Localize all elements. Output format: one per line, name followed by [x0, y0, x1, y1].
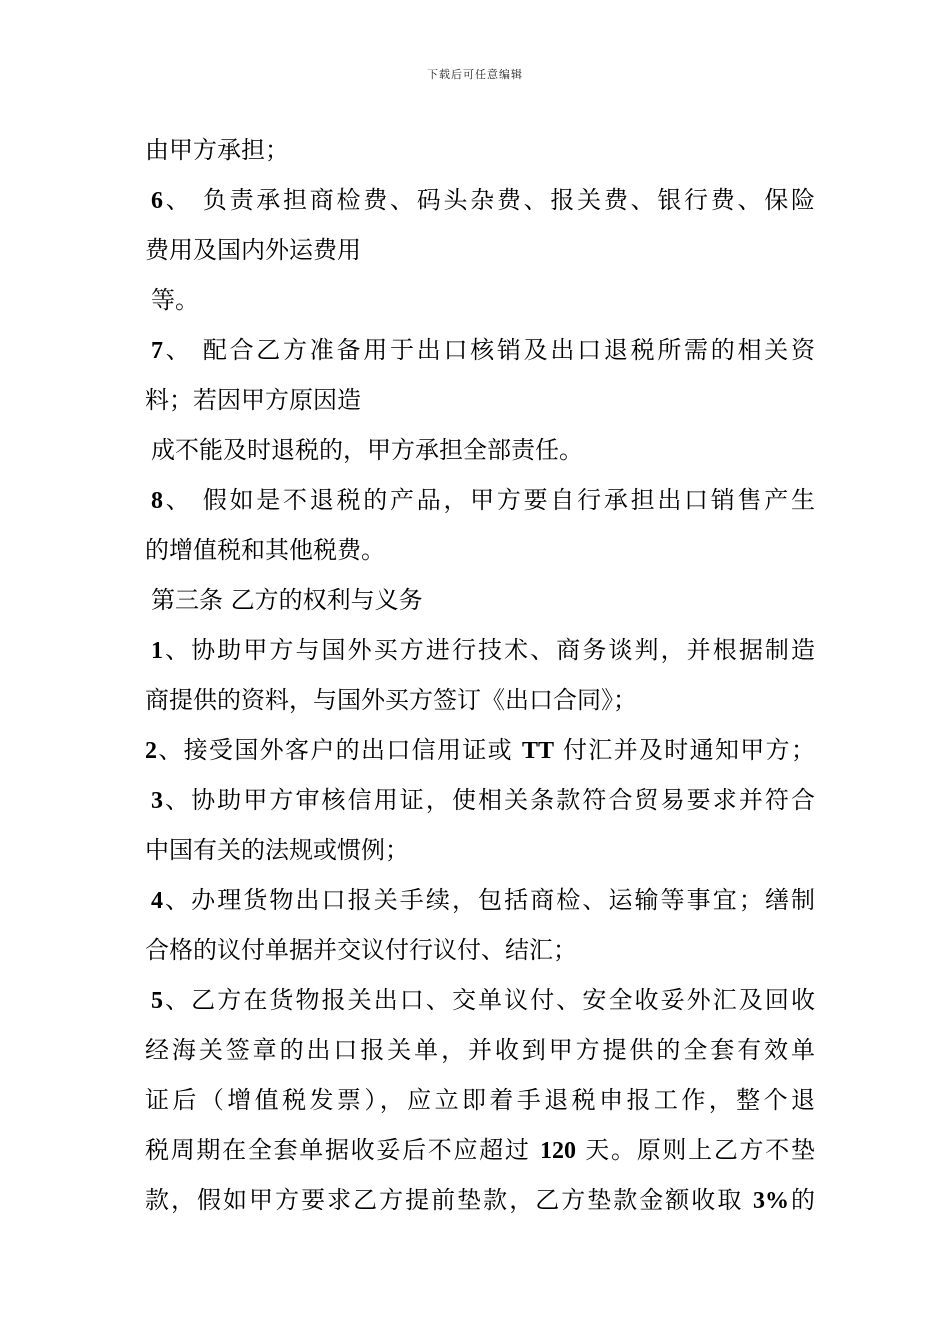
line-text: 合格的议付单据并交议付行议付、结汇；: [145, 936, 577, 964]
line-text: 证后（增值税发票），应立即着手退税申报工作，整个退: [145, 1086, 815, 1114]
text-line: [145, 480, 815, 530]
text-line: [145, 1180, 815, 1230]
line-text: 费用及国内外运费用: [145, 236, 361, 264]
line-text: 经海关签章的出口报关单，并收到甲方提供的全套有效单: [145, 1036, 815, 1064]
page-header: 下载后可任意编辑: [427, 68, 523, 81]
text-line: [145, 680, 815, 730]
line-text: 款，假如甲方要求乙方提前垫款，乙方垫款金额收取 3%的: [145, 1186, 815, 1214]
line-text: 税周期在全套单据收妥后不应超过 120 天。原则上乙方不垫: [145, 1136, 815, 1164]
line-text: 4、办理货物出口报关手续，包括商检、运输等事宜；缮制: [151, 886, 815, 914]
text-line: [145, 530, 815, 580]
line-text: 2、接受国外客户的出口信用证或 TT 付汇并及时通知甲方；: [145, 736, 815, 764]
text-line: [145, 630, 815, 680]
line-text: 等。: [151, 286, 199, 314]
line-text: 6、 负责承担商检费、码头杂费、报关费、银行费、保险: [151, 186, 815, 214]
line-text: 的增值税和其他税费。: [145, 536, 385, 564]
line-text: 5、乙方在货物报关出口、交单议付、安全收妥外汇及回收: [151, 986, 815, 1014]
section-heading: [145, 580, 815, 630]
line-text: 由甲方承担；: [145, 136, 289, 164]
text-line: [145, 930, 815, 980]
document-body: [145, 130, 815, 1230]
text-line: [145, 130, 815, 180]
text-line: [145, 230, 815, 280]
text-line: [145, 730, 815, 780]
text-line: [145, 880, 815, 930]
text-line: [145, 780, 815, 830]
line-text: 中国有关的法规或惯例；: [145, 836, 409, 864]
line-text: 第三条 乙方的权利与义务: [151, 586, 423, 614]
text-line: [145, 830, 815, 880]
line-text: 7、 配合乙方准备用于出口核销及出口退税所需的相关资: [151, 336, 815, 364]
text-line: [145, 1030, 815, 1080]
line-text: 商提供的资料，与国外买方签订《出口合同》；: [145, 686, 637, 714]
line-text: 3、协助甲方审核信用证，使相关条款符合贸易要求并符合: [151, 786, 815, 814]
line-text: 8、 假如是不退税的产品，甲方要自行承担出口销售产生: [151, 486, 815, 514]
line-text: 成不能及时退税的，甲方承担全部责任。: [151, 436, 583, 464]
text-line: [145, 980, 815, 1030]
text-line: [145, 1080, 815, 1130]
text-line: [145, 1130, 815, 1180]
text-line: [145, 430, 815, 480]
line-text: 1、协助甲方与国外买方进行技术、商务谈判，并根据制造: [151, 636, 815, 664]
text-line: [145, 280, 815, 330]
text-line: [145, 380, 815, 430]
text-line: [145, 330, 815, 380]
text-line: [145, 180, 815, 230]
line-text: 料；若因甲方原因造: [145, 386, 361, 414]
